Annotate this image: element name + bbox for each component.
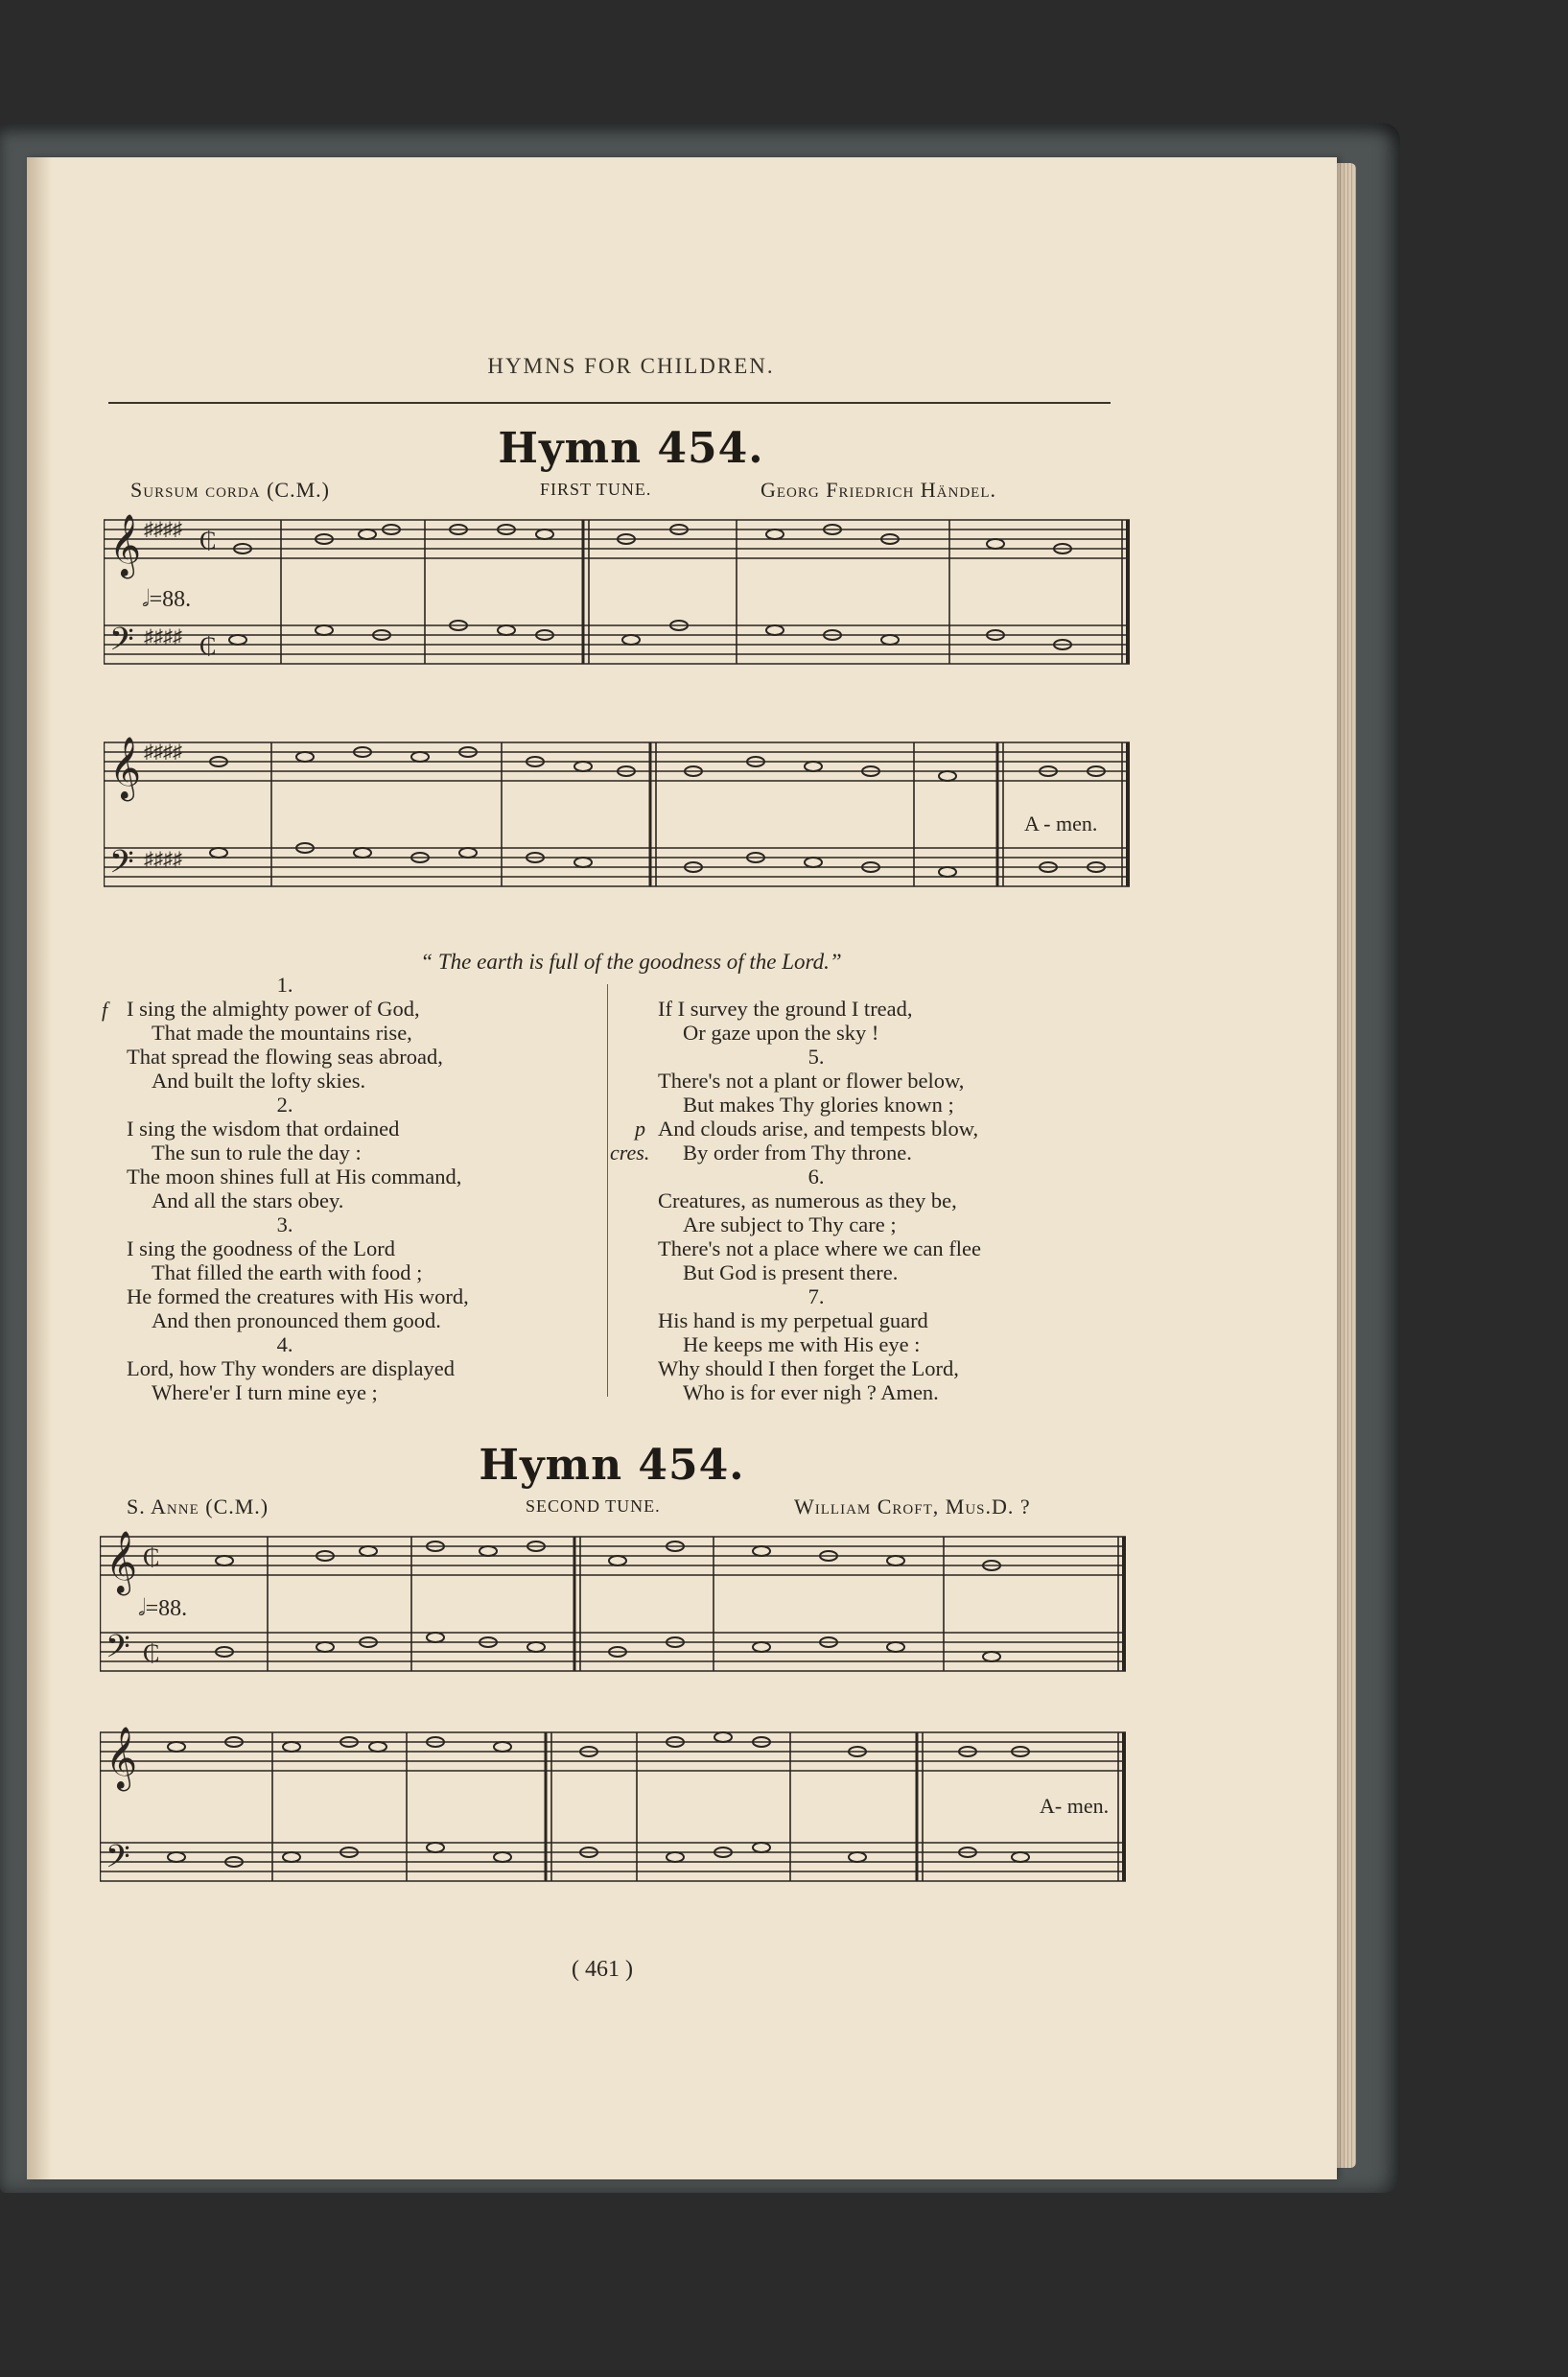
svg-text:𝄢: 𝄢 — [105, 1839, 130, 1883]
verse-line: I sing the wisdom that ordained — [127, 1117, 400, 1141]
verse-line: And clouds arise, and tempests blow, — [658, 1117, 979, 1141]
verse-line: Are subject to Thy care ; — [683, 1212, 897, 1236]
amen-second: A- men. — [1040, 1794, 1110, 1818]
verse-line: That filled the earth with food ; — [152, 1260, 423, 1284]
scripture-quote: “ The earth is full of the goodness of the Lord.” — [420, 950, 842, 974]
svg-text:𝄞: 𝄞 — [109, 737, 142, 799]
verse-number: 4. — [276, 1332, 293, 1356]
page-number: ( 461 ) — [572, 1957, 633, 1982]
verse-line: Who is for ever nigh ? Amen. — [683, 1380, 939, 1404]
svg-text:♯♯♯♯: ♯♯♯♯ — [144, 741, 182, 763]
tune-name-first: Sursum corda (C.M.) — [130, 478, 330, 502]
verse-line: That spread the flowing seas abroad, — [127, 1045, 443, 1069]
verse-line: But makes Thy glories known ; — [683, 1093, 954, 1117]
verse-line: That made the mountains rise, — [152, 1021, 412, 1045]
verse-line: His hand is my perpetual guard — [658, 1308, 928, 1332]
svg-text:₵: ₵ — [143, 1639, 160, 1667]
verse-number: 5. — [807, 1045, 825, 1069]
svg-text:𝄢: 𝄢 — [109, 844, 134, 888]
dynamic-forte: f — [102, 998, 108, 1022]
verse-line: Creatures, as numerous as they be, — [658, 1188, 957, 1212]
svg-text:₵: ₵ — [143, 1543, 160, 1571]
svg-text:♯♯♯♯: ♯♯♯♯ — [144, 849, 182, 870]
verses-left-column — [127, 973, 469, 1404]
verse-line: By order from Thy throne. — [683, 1141, 912, 1165]
verse-line: I sing the goodness of the Lord — [127, 1236, 395, 1260]
svg-text:♯♯♯♯: ♯♯♯♯ — [144, 626, 182, 647]
music-system-1 — [104, 510, 1139, 702]
header-rule — [108, 402, 1111, 404]
svg-text:𝄞: 𝄞 — [105, 1531, 138, 1593]
verse-number: 2. — [276, 1093, 293, 1117]
verse-line: Or gaze upon the sky ! — [683, 1021, 879, 1045]
verse-line: Lord, how Thy wonders are displayed — [127, 1356, 456, 1380]
svg-text:₵: ₵ — [199, 632, 217, 660]
tempo-mark-first: 𝅗𝅥=88. — [142, 587, 192, 612]
verses-right-column — [658, 997, 981, 1404]
svg-text:𝄞: 𝄞 — [105, 1727, 138, 1789]
composer-first: Georg Friedrich Händel. — [761, 478, 996, 502]
svg-text:♯♯♯♯: ♯♯♯♯ — [144, 519, 182, 540]
verse-line: There's not a plant or flower below, — [658, 1069, 965, 1093]
verse-line: If I survey the ground I tread, — [658, 997, 913, 1021]
verse-line: The moon shines full at His command, — [127, 1165, 462, 1188]
verse-line: There's not a place where we can flee — [658, 1236, 981, 1260]
column-divider — [607, 984, 608, 1397]
verse-line: And then pronounced them good. — [152, 1308, 441, 1332]
svg-text:𝄢: 𝄢 — [109, 622, 134, 666]
verse-line: I sing the almighty power of God, — [127, 997, 420, 1021]
tune-label-second: SECOND TUNE. — [526, 1496, 661, 1516]
amen-first: A - men. — [1024, 812, 1098, 835]
verse-line: But God is present there. — [683, 1260, 899, 1284]
verse-line: And all the stars obey. — [152, 1188, 344, 1212]
composer-second: William Croft, Mus.D. ? — [794, 1494, 1031, 1518]
hymn-title-first: Hymn 454. — [498, 424, 764, 473]
dynamic-crescendo: cres. — [610, 1141, 650, 1165]
music-system-4 — [100, 1723, 1135, 1905]
verse-line: He keeps me with His eye : — [683, 1332, 921, 1356]
verse-number: 6. — [807, 1165, 825, 1188]
svg-text:₵: ₵ — [199, 527, 217, 554]
svg-text:𝄢: 𝄢 — [105, 1629, 130, 1673]
verse-line: The sun to rule the day : — [152, 1141, 362, 1165]
verse-line: Why should I then forget the Lord, — [658, 1356, 959, 1380]
dynamic-piano: p — [635, 1117, 645, 1141]
music-system-2 — [104, 733, 1139, 934]
hymn-title-second: Hymn 454. — [479, 1441, 745, 1490]
tune-label-first: FIRST TUNE. — [540, 480, 652, 499]
verse-line: Where'er I turn mine eye ; — [152, 1380, 378, 1404]
verse-line: He formed the creatures with His word, — [127, 1284, 469, 1308]
verse-number: 1. — [276, 973, 293, 997]
music-system-3 — [100, 1527, 1135, 1700]
verse-number: 3. — [276, 1212, 293, 1236]
verse-line: And built the lofty skies. — [152, 1069, 366, 1093]
svg-text:𝄞: 𝄞 — [109, 514, 142, 577]
verse-number: 7. — [807, 1284, 825, 1308]
page-gutter — [27, 157, 52, 2179]
tempo-mark-second: 𝅗𝅥=88. — [138, 1596, 188, 1621]
book-page — [27, 157, 1337, 2179]
running-head: HYMNS FOR CHILDREN. — [487, 354, 775, 378]
tune-name-second: S. Anne (C.M.) — [127, 1494, 269, 1518]
